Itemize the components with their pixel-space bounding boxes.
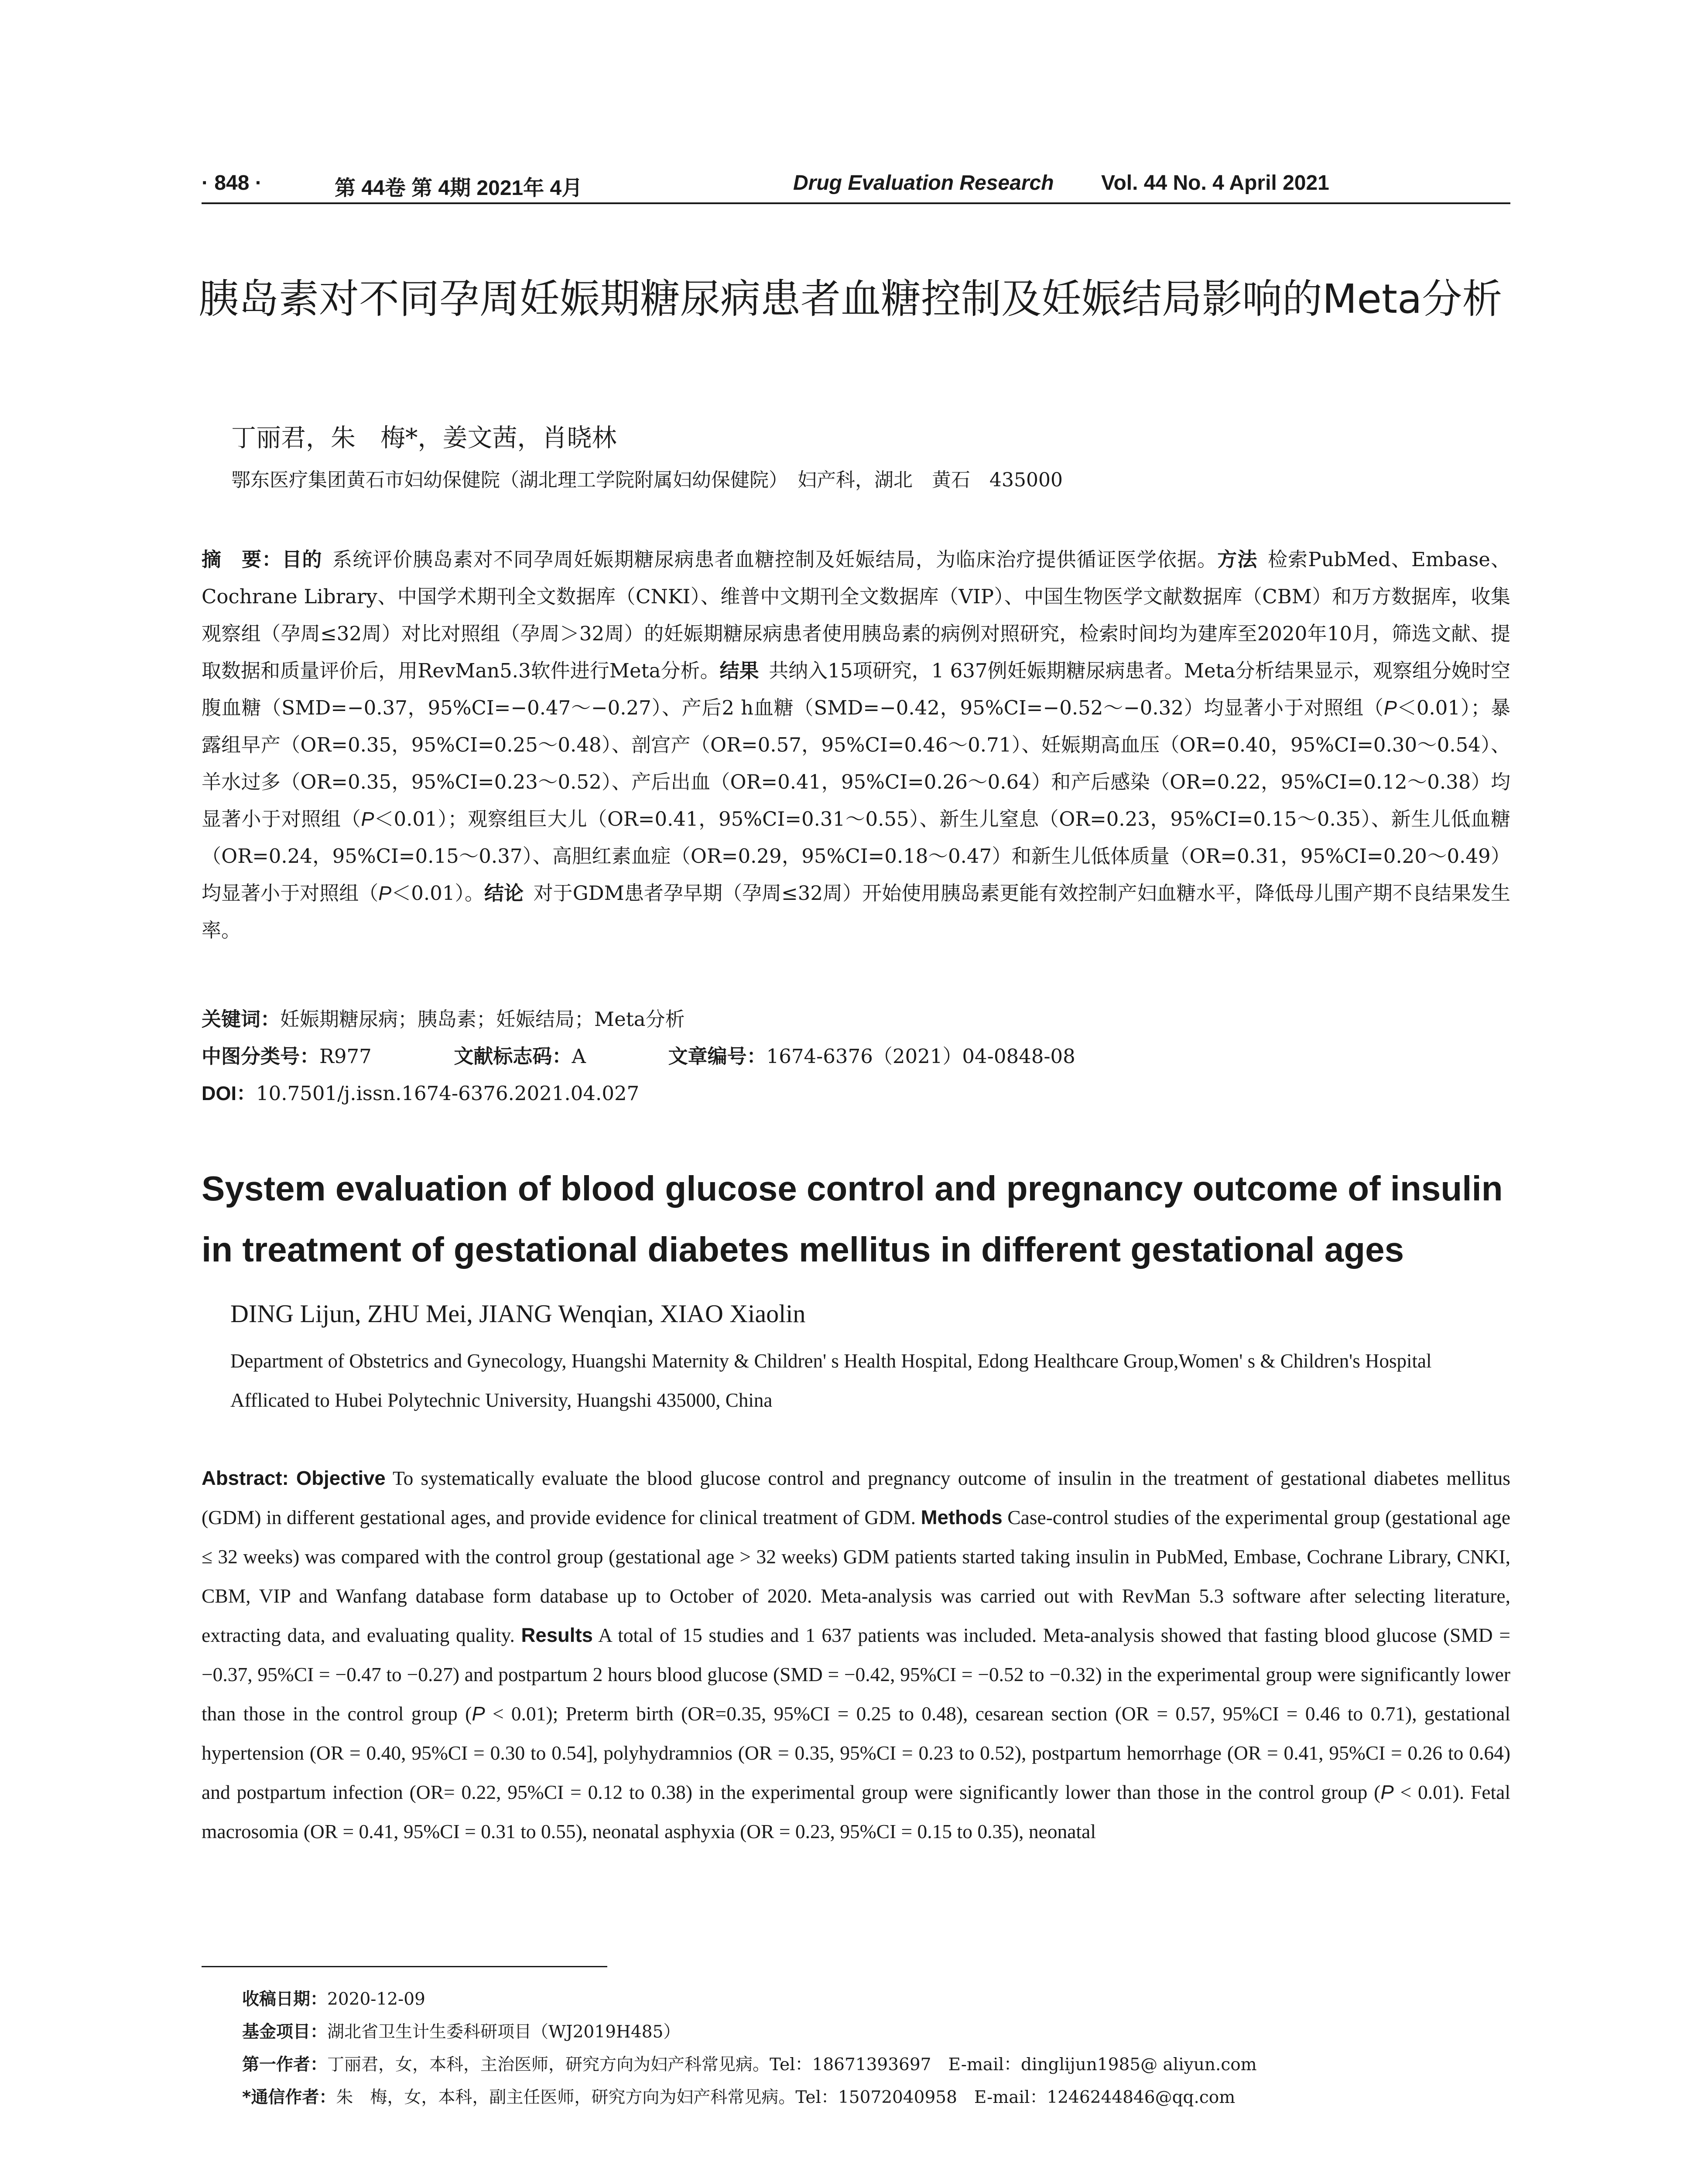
footnote-fund bbox=[242, 2018, 680, 2043]
methods-cn-text: 检索PubMed、Embase、Cochrane Library、中国学术期刊全文数据库（CNKI）、维普中文期刊全文数据库（VIP）、中国生物医学文献数据库（CBM）和万方数据库，收集观察组（孕周≤32周）对比对照组（孕周＞32周）的妊娠期糖尿病患者使用胰岛素的病例对照研究，检索时间均为建库至2020年10月，筛选文献、提取数据和质量评价后，用RevMan5.3软件进行Meta分析。 bbox=[202, 548, 1510, 682]
p-value-symbol: P bbox=[378, 882, 392, 904]
header-rule bbox=[202, 202, 1510, 204]
results-en-text-a: A total of 15 studies and 1 637 patients was included. Meta-analysis showed that fasting blood glucose (SMD = −0.37, 95%CI = −0.47 to −0.27) and postpartum 2 hours blood glucose (SMD = −0.42, 95%CI = −0.52 to −0.32) in the experimental group were significantly lower than those in the control group ( bbox=[202, 1624, 1510, 1725]
results-cn-label: 结果 bbox=[719, 660, 759, 682]
results-cn-text-a: 共纳入15项研究，1 637例妊娠期糖尿病患者。Meta分析结果显示，观察组分娩时空腹血糖（SMD=−0.37，95%CI=−0.47～−0.27）、产后2 h血糖（SMD=−0.42，95%CI=−0.52～−0.32）均显著小于对照组（ bbox=[202, 659, 1510, 719]
abstract-en-label: Abstract: bbox=[202, 1467, 289, 1489]
title-en: System evaluation of blood glucose control and pregnancy outcome of insulin in treatment of gestational diabetes mellitus in different gestational ages bbox=[202, 1169, 1503, 1269]
clc-value: R977 bbox=[319, 1045, 372, 1068]
results-en-text-c: < 0.01). Fetal macrosomia (OR = 0.41, 95%CI = 0.31 to 0.55), neonatal asphyxia (OR = 0.23, 95%CI = 0.15 to 0.35), neonatal bbox=[202, 1781, 1510, 1843]
keywords-cn-text: 妊娠期糖尿病；胰岛素；妊娠结局；Meta分析 bbox=[280, 1008, 685, 1031]
conclusion-cn-label: 结论 bbox=[484, 882, 524, 904]
classification-line bbox=[202, 1040, 1075, 1069]
methods-cn-label: 方法 bbox=[1217, 548, 1258, 571]
keywords-cn-label: 关键词： bbox=[202, 1008, 281, 1030]
issue-en: Vol. 44 No. 4 April 2021 bbox=[1101, 171, 1329, 195]
running-header bbox=[202, 167, 1510, 202]
article-number-label: 文章编号： bbox=[668, 1045, 767, 1067]
results-en-label: Results bbox=[521, 1624, 593, 1646]
first-author-label: 第一作者： bbox=[242, 2055, 328, 2075]
doi-line bbox=[202, 1077, 639, 1106]
results-cn-text-c: ＜0.01）；观察组巨大儿（OR=0.41，95%CI=0.31～0.55）、新生儿窒息（OR=0.23，95%CI=0.15～0.35）、新生儿低血糖（OR=0.24，95%CI=0.15～0.37）、高胆红素血症（OR=0.29，95%CI=0.18～0.47）和新生儿低体质量（OR=0.31，95%CI=0.20～0.49）均显著小于对照组（ bbox=[202, 807, 1510, 905]
fund-label: 基金项目： bbox=[242, 2022, 328, 2042]
abstract-cn-label: 摘 要： bbox=[202, 548, 282, 571]
authors-en: DING Lijun, ZHU Mei, JIANG Wenqian, XIAO Xiaolin bbox=[230, 1299, 806, 1328]
results-cn-text-d: ＜0.01）。 bbox=[391, 882, 485, 905]
corresponding-text: 朱 梅，女，本科，副主任医师，研究方向为妇产科常见病。Tel：15072040958 E-mail：1246244846@qq.com bbox=[336, 2088, 1236, 2107]
clc-label: 中图分类号： bbox=[202, 1045, 320, 1067]
conclusion-cn-text: 对于GDM患者孕早期（孕周≤32周）开始使用胰岛素更能有效控制产妇血糖水平，降低母儿围产期不良结果发生率。 bbox=[202, 882, 1510, 942]
fund-text: 湖北省卫生计生委科研项目（WJ2019H485） bbox=[327, 2022, 681, 2042]
methods-en-text: Case-control studies of the experimental group (gestational age ≤ 32 weeks) was compared with the control group (gestational age > 32 weeks) GDM patients started taking insulin in PubMed, Embase, Cochrane Library, CNKI, CBM, VIP and Wanfang database form database up to October of 2020. Meta-analysis was carried out with RevMan 5.3 software after selecting literature, extracting data, and evaluating quality. bbox=[202, 1506, 1511, 1646]
footnote-rule bbox=[202, 1966, 607, 1967]
methods-en-label: Methods bbox=[921, 1506, 1003, 1528]
objective-en-label: Objective bbox=[296, 1467, 386, 1489]
abstract-en bbox=[202, 1459, 1510, 1851]
doi-value[interactable]: 10.7501/j.issn.1674-6376.2021.04.027 bbox=[256, 1082, 640, 1105]
received-label: 收稿日期： bbox=[242, 1990, 328, 2009]
doc-code-label: 文献标志码： bbox=[454, 1045, 572, 1067]
keywords-cn bbox=[202, 1003, 685, 1032]
results-en-text-b: < 0.01); Preterm birth (OR=0.35, 95%CI = 0.25 to 0.48), cesarean section (OR = 0.57, 95%CI = 0.46 to 0.71), gestational hypertension (OR = 0.40, 95%CI = 0.30 to 0.54], polyhydramnios (OR = 0.35, 95%CI = 0.23 to 0.52), postpartum hemorrhage (OR = 0.41, 95%CI = 0.26 to 0.64) and postpartum infection (OR= 0.22, 95%CI = 0.12 to 0.38) in the experimental group were significantly lower than those in the control group ( bbox=[202, 1702, 1510, 1803]
authors-cn: 丁丽君，朱 梅*，姜文茜，肖晓林 bbox=[231, 424, 617, 452]
title-cn: 胰岛素对不同孕周妊娠期糖尿病患者血糖控制及妊娠结局影响的Meta分析 bbox=[199, 276, 1503, 322]
received-date: 2020-12-09 bbox=[327, 1990, 425, 2009]
p-value-symbol: P bbox=[1380, 1781, 1394, 1803]
affiliation-en: Department of Obstetrics and Gynecology, Huangshi Maternity & Children' s Health Hospital, Edong Healthcare Group,Women' s & Children's Hospital Afflicated to Hubei Polytechnic University, Huangshi 435000, China bbox=[230, 1350, 1432, 1411]
footnote-received bbox=[242, 1986, 425, 2010]
footnote-corresponding bbox=[242, 2084, 1235, 2108]
objective-cn-text: 系统评价胰岛素对不同孕周妊娠期糖尿病患者血糖控制及妊娠结局，为临床治疗提供循证医学依据。 bbox=[332, 548, 1218, 571]
objective-en-text: To systematically evaluate the blood glucose control and pregnancy outcome of insulin in the treatment of gestational diabetes mellitus (GDM) in different gestational ages, and provide evidence for clinical treatment of GDM. bbox=[202, 1467, 1510, 1528]
issue-cn: 第 44卷 第 4期 2021年 4月 bbox=[335, 177, 583, 200]
objective-cn-label: 目的 bbox=[282, 548, 322, 571]
doc-code-value: A bbox=[572, 1045, 586, 1068]
corresponding-label: *通信作者： bbox=[242, 2088, 336, 2107]
page-number: · 848 · bbox=[202, 171, 262, 195]
doi-label: DOI： bbox=[202, 1082, 257, 1104]
p-value-symbol: P bbox=[361, 808, 374, 830]
journal-name: Drug Evaluation Research bbox=[793, 171, 1054, 195]
results-cn-text-b: ＜0.01）；暴露组早产（OR=0.35，95%CI=0.25～0.48）、剖宫产（OR=0.57，95%CI=0.46～0.71）、妊娠期高血压（OR=0.40，95%CI=0.30～0.54）、羊水过多（OR=0.35，95%CI=0.23～0.52）、产后出血（OR=0.41，95%CI=0.26～0.64）和产后感染（OR=0.22，95%CI=0.12～0.38）均显著小于对照组（ bbox=[202, 696, 1511, 831]
footnote-first-author bbox=[242, 2051, 1257, 2075]
affiliation-cn: 鄂东医疗集团黄石市妇幼保健院（湖北理工学院附属妇幼保健院） 妇产科，湖北 黄石 435000 bbox=[231, 469, 1063, 491]
first-author-text: 丁丽君，女，本科，主治医师，研究方向为妇产科常见病。Tel：18671393697 E-mail：dinglijun1985@ aliyun.com bbox=[327, 2055, 1257, 2075]
p-value-symbol: P bbox=[1383, 697, 1397, 719]
p-value-symbol: P bbox=[472, 1702, 485, 1725]
article-number-value: 1674-6376（2021）04-0848-08 bbox=[766, 1045, 1075, 1068]
abstract-cn bbox=[202, 541, 1510, 949]
